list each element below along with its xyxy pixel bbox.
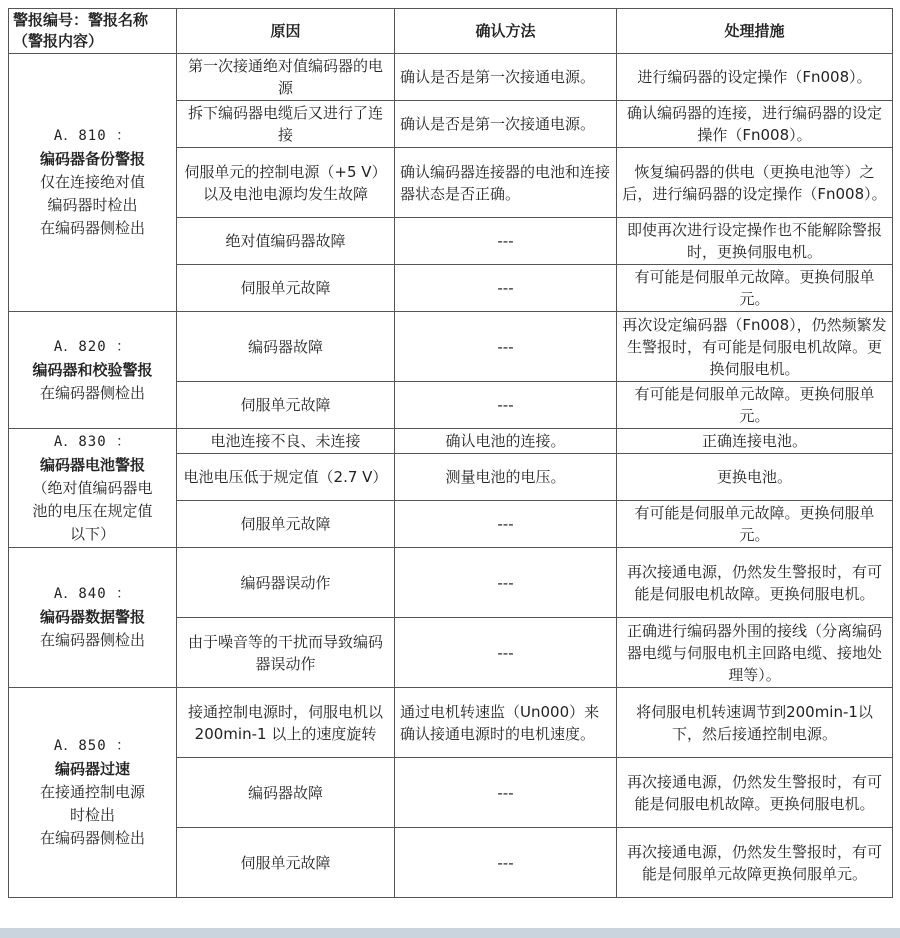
confirm-cell: --- — [395, 501, 617, 548]
header-measure: 处理措施 — [617, 9, 893, 54]
measure-cell: 进行编码器的设定操作（Fn008）。 — [617, 54, 893, 101]
measure-cell: 有可能是伺服单元故障。更换伺服单元。 — [617, 265, 893, 312]
measure-cell: 有可能是伺服单元故障。更换伺服单元。 — [617, 501, 893, 548]
confirm-cell: 确认是否是第一次接通电源。 — [395, 54, 617, 101]
alarm-id-cell — [9, 688, 177, 898]
alarm-code: A．830 ： — [53, 433, 132, 450]
alarm-detail-line: 在编码器侧检出 — [39, 631, 145, 649]
header-cause: 原因 — [177, 9, 395, 54]
table-row — [9, 688, 893, 758]
confirm-cell: --- — [395, 758, 617, 828]
measure-cell: 正确连接电池。 — [617, 429, 893, 454]
alarm-code: A．840 ： — [53, 586, 132, 602]
alarm-detail-line: 仅在连接绝对值 — [39, 173, 145, 191]
cause-cell: 编码器误动作 — [177, 548, 395, 618]
header-alarm: 警报编号：警报名称（警报内容） — [9, 9, 177, 54]
confirm-cell: 通过电机转速监（Un000）来确认接通电源时的电机速度。 — [395, 688, 617, 758]
confirm-cell: --- — [395, 382, 617, 429]
bottom-bar — [0, 928, 900, 938]
confirm-cell: --- — [395, 828, 617, 898]
alarm-detail-line: 在编码器侧检出 — [39, 219, 145, 237]
cause-cell: 编码器故障 — [177, 312, 395, 382]
cause-cell: 电池电压低于规定值（2.7 V） — [177, 454, 395, 501]
cause-cell: 伺服单元故障 — [177, 501, 395, 548]
table-row — [9, 54, 893, 101]
alarm-detail-line: 在编码器侧检出 — [39, 383, 145, 402]
confirm-cell: --- — [395, 312, 617, 382]
alarm-id-cell — [9, 54, 177, 312]
alarm-detail-line: 池的电压在规定值 — [32, 501, 153, 520]
cause-cell: 由于噪音等的干扰而导致编码器误动作 — [177, 618, 395, 688]
alarm-code: A．810 ： — [53, 128, 132, 144]
measure-cell: 将伺服电机转速调节到200min-1以下，然后接通控制电源。 — [617, 688, 893, 758]
measure-cell: 再次设定编码器（Fn008），仍然频繁发生警报时，有可能是伺服电机故障。更换伺服电机。 — [617, 312, 893, 382]
alarm-name: 编码器备份警报 — [39, 150, 145, 168]
cause-cell: 第一次接通绝对值编码器的电源 — [177, 54, 395, 101]
alarm-id-cell — [9, 312, 177, 429]
table-row — [9, 429, 893, 454]
confirm-cell: 确认电池的连接。 — [395, 429, 617, 454]
cause-cell: 伺服单元故障 — [177, 828, 395, 898]
alarm-detail-line: 在接通控制电源 — [39, 783, 145, 801]
table-row — [9, 312, 893, 382]
confirm-cell: 确认编码器连接器的电池和连接器状态是否正确。 — [395, 148, 617, 218]
alarm-table-body — [9, 54, 893, 898]
alarm-name: 编码器数据警报 — [39, 608, 145, 626]
measure-cell: 确认编码器的连接，进行编码器的设定操作（Fn008）。 — [617, 101, 893, 148]
confirm-cell: --- — [395, 218, 617, 265]
cause-cell: 电池连接不良、未连接 — [177, 429, 395, 454]
alarm-table-document — [8, 8, 892, 898]
alarm-name: 编码器和校验警报 — [32, 360, 153, 379]
confirm-cell: --- — [395, 265, 617, 312]
alarm-detail-line: 时检出 — [69, 806, 115, 824]
cause-cell: 伺服单元的控制电源（+5 V）以及电池电源均发生故障 — [177, 148, 395, 218]
cause-cell: 绝对值编码器故障 — [177, 218, 395, 265]
cause-cell: 接通控制电源时，伺服电机以200min-1 以上的速度旋转 — [177, 688, 395, 758]
cause-cell: 伺服单元故障 — [177, 382, 395, 429]
table-header-row — [9, 9, 893, 54]
measure-cell: 有可能是伺服单元故障。更换伺服单元。 — [617, 382, 893, 429]
alarm-id-cell — [9, 429, 177, 548]
alarm-code: A．820 ： — [53, 338, 132, 355]
alarm-detail-line: 在编码器侧检出 — [39, 829, 145, 847]
confirm-cell: --- — [395, 618, 617, 688]
measure-cell: 再次接通电源，仍然发生警报时，有可能是伺服电机故障。更换伺服电机。 — [617, 758, 893, 828]
measure-cell: 再次接通电源，仍然发生警报时，有可能是伺服单元故障更换伺服单元。 — [617, 828, 893, 898]
alarm-code: A．850 ： — [53, 738, 132, 754]
alarm-id-cell — [9, 548, 177, 688]
alarm-detail-line: 以下） — [69, 524, 115, 543]
alarm-detail-line: （绝对值编码器电 — [32, 478, 153, 497]
measure-cell: 再次接通电源，仍然发生警报时，有可能是伺服电机故障。更换伺服电机。 — [617, 548, 893, 618]
cause-cell: 编码器故障 — [177, 758, 395, 828]
measure-cell: 更换电池。 — [617, 454, 893, 501]
confirm-cell: 确认是否是第一次接通电源。 — [395, 101, 617, 148]
table-row — [9, 548, 893, 618]
cause-cell: 拆下编码器电缆后又进行了连接 — [177, 101, 395, 148]
alarm-table — [8, 8, 893, 898]
alarm-detail-line: 编码器时检出 — [47, 196, 138, 214]
header-confirm: 确认方法 — [395, 9, 617, 54]
alarm-name: 编码器过速 — [54, 760, 130, 778]
cause-cell: 伺服单元故障 — [177, 265, 395, 312]
confirm-cell: --- — [395, 548, 617, 618]
measure-cell: 即使再次进行设定操作也不能解除警报时，更换伺服电机。 — [617, 218, 893, 265]
alarm-name: 编码器电池警报 — [39, 455, 145, 474]
confirm-cell: 测量电池的电压。 — [395, 454, 617, 501]
measure-cell: 恢复编码器的供电（更换电池等）之后，进行编码器的设定操作（Fn008）。 — [617, 148, 893, 218]
measure-cell: 正确进行编码器外围的接线（分离编码器电缆与伺服电机主回路电缆、接地处理等）。 — [617, 618, 893, 688]
